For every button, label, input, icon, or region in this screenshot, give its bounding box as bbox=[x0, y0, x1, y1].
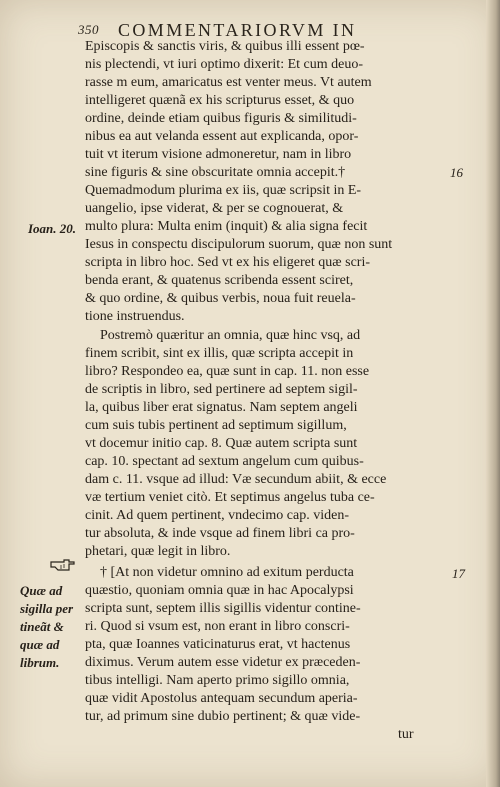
text-line: Episcopis & sanctis viris, & quibus illi essent pœ- bbox=[85, 39, 365, 54]
text-line: nis plectendi, vt iuri optimo dixerit: Et cum deuo- bbox=[85, 57, 364, 72]
text-line: scripta in libro hoc. Sed vt ex his eligeret quæ scri- bbox=[85, 255, 370, 270]
pointing-hand-icon bbox=[50, 558, 76, 572]
text-line: finem scribit, sint ex illis, quæ scripta accepit in bbox=[85, 346, 354, 361]
text-line: pta, quæ Ioannes vaticinaturus erat, vt hactenus bbox=[85, 637, 351, 652]
page-header bbox=[78, 20, 428, 40]
margin-note-line: librum. bbox=[20, 655, 60, 670]
text-line: la, quibus liber erat signatus. Nam septem angeli bbox=[85, 400, 358, 415]
text-line: tione instruendus. bbox=[85, 309, 185, 324]
margin-number: 17 bbox=[452, 566, 465, 581]
text-line: rasse m eum, amaricatus est venter meus. Vt autem bbox=[85, 75, 372, 90]
margin-note-line: sigilla per bbox=[20, 601, 74, 616]
catchword: tur bbox=[398, 727, 414, 742]
text-line: tibus intelligi. Nam aperto primo sigillo omnia, bbox=[85, 673, 350, 688]
text-line: Quemadmodum plurima ex iis, quæ scripsit in E- bbox=[85, 183, 362, 198]
text-line: Postremò quæritur an omnia, quæ hinc vsq, ad bbox=[100, 328, 361, 343]
text-line: ri. Quod si vsum est, non erant in libro conscri- bbox=[85, 619, 350, 634]
text-line: tur absoluta, & inde vsque ad finem libri ca pro- bbox=[85, 526, 355, 541]
text-line: Iesus in conspectu discipulorum suorum, quæ non sunt bbox=[85, 237, 393, 252]
text-line: cap. 10. spectant ad sextum angelum cum quibus- bbox=[85, 454, 364, 469]
text-line: intelligeret quænã ex his scripturus esset, & quo bbox=[85, 93, 355, 108]
text-line: † [At non videtur omnino ad exitum perducta bbox=[100, 565, 354, 580]
text-line: libro? Respondeo ea, quæ sunt in cap. 11. non esse bbox=[85, 364, 370, 379]
margin-note-line: Quæ ad bbox=[20, 583, 63, 598]
text-line: væ tertium veniet citò. Et septimus angelus tuba ce- bbox=[85, 490, 375, 505]
text-line: benda erant, & quatenus scribenda essent sciret, bbox=[85, 273, 354, 288]
margin-note-ioan: Ioan. 20. bbox=[28, 221, 77, 236]
text-line: vt docemur initio cap. 8. Quæ autem scripta sunt bbox=[85, 436, 358, 451]
text-line: tur, ad primum sine dubio pertinent; & quæ vide- bbox=[85, 709, 361, 724]
page-edge-shadow bbox=[486, 0, 500, 787]
text-line: & quo ordine, & quibus verbis, noua fuit reuela- bbox=[85, 291, 356, 306]
page-number: 350 bbox=[78, 22, 99, 37]
text-line: sine figuris & sine obscuritate omnia accepit.† bbox=[85, 165, 346, 180]
text-line: quæ vidit Apostolus antequam secundum aperia- bbox=[85, 691, 358, 706]
text-line: cum suis tubis pertinent ad septimum sigillum, bbox=[85, 418, 347, 433]
text-line: quæstio, quoniam omnia quæ in hac Apocalypsi bbox=[85, 583, 354, 598]
text-line: multo plura: Multa enim (inquit) & alia signa fecit bbox=[85, 219, 368, 234]
text-line: scripta sunt, septem illis sigillis videntur contine- bbox=[85, 601, 361, 616]
text-line: uangelio, ipse viderat, & per se cognouerat, & bbox=[85, 201, 344, 216]
text-line: phetari, quæ legit in libro. bbox=[85, 544, 231, 559]
text-line: nibus ea aut velanda essent aut explicanda, opor- bbox=[85, 129, 359, 144]
text-line: diximus. Verum autem esse videtur ex præceden- bbox=[85, 655, 361, 670]
text-line: dam c. 11. vsque ad illud: Væ secundum abiit, & ecce bbox=[85, 472, 387, 487]
text-line: de scriptis in libro, sed pertinere ad septem sigil- bbox=[85, 382, 358, 397]
text-line: tuit vt iterum visione admoneretur, nam in libro bbox=[85, 147, 352, 162]
text-line: ordine, deinde etiam quibus figuris & similitudi- bbox=[85, 111, 357, 126]
text-line: cinit. Ad quem pertinent, vndecimo cap. viden- bbox=[85, 508, 349, 523]
margin-number: 16 bbox=[450, 165, 463, 180]
running-head: COMMENTARIORVM IN bbox=[118, 20, 357, 40]
margin-note-line: tineãt & bbox=[20, 619, 64, 634]
margin-note-line: quæ ad bbox=[20, 637, 60, 652]
